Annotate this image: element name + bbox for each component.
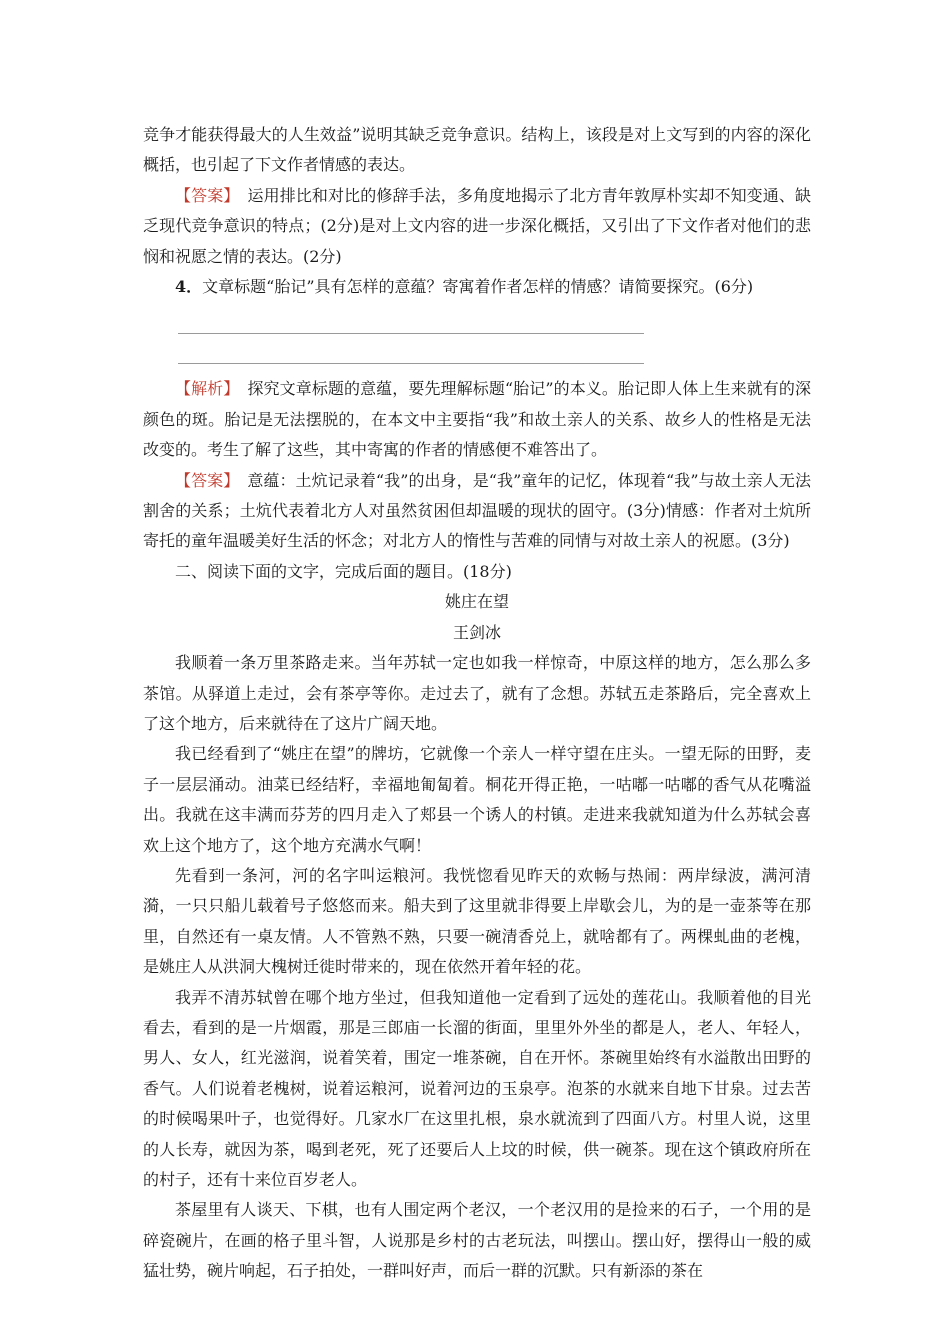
article-author: 王剑冰 [452, 622, 501, 642]
answer-tag: 【答案】 [175, 470, 232, 490]
paragraph-analysis-end: 竞争才能获得最大的人生效益”说明其缺乏竞争意识。结构上，该段是对上文写到的内容的深化概括，也引起了下文作者情感的表达。 [143, 125, 811, 175]
answer-q3 [143, 181, 811, 272]
analysis-tag: 【解析】 [175, 379, 232, 399]
analysis-q4-text: 探究文章标题的意蕴，要先理解标题“胎记”的本义。胎记即人体上生来就有的深颜色的斑。胎记是无法摆脱的，在本文中主要指“我”和故土亲人的关系、故乡人的性格是无法改变的。考生了解了这些，其中寄寓的作者的情感便不难答出了。 [143, 379, 811, 460]
section-2-heading: 二、阅读下面的文字，完成后面的题目。(18分) [175, 561, 512, 581]
answer-q4-text: 意蕴：土炕记录着“我”的出身，是“我”童年的记忆，体现着“我”与故土亲人无法割舍的关系；土炕代表着北方人对虽然贫困但却温暖的现状的固守。(3分)情感：作者对土炕所寄托的童年温暖美好生活的怀念；对北方人的惰性与苦难的同情与对故土亲人的祝愿。(3分) [143, 470, 811, 551]
question-4-text: 文章标题“胎记”具有怎样的意蕴？寄寓着作者怎样的情感？请简要探究。(6分) [202, 277, 754, 297]
question-4 [143, 272, 811, 302]
answer-q4 [143, 466, 811, 557]
answer-blank-line[interactable] [178, 334, 644, 364]
article-title: 姚庄在望 [444, 592, 509, 612]
article-paragraph-2: 我已经看到了“姚庄在望”的牌坊，它就像一个亲人一样守望在庄头。一望无际的田野，麦子一层层涌动。油菜已经结籽，幸福地匍匐着。桐花开得正艳，一咕嘟一咕嘟的香气从花嘴溢出。我就在这丰满而芬芳的四月走入了郏县一个诱人的村镇。走进来我就知道为什么苏轼会喜欢上这个地方了，这个地方充满水气啊！ [143, 744, 811, 855]
answer-blank-line[interactable] [178, 304, 644, 334]
answer-blank-lines [143, 302, 811, 374]
article-paragraph-5: 茶屋里有人谈天、下棋，也有人围定两个老汉，一个老汉用的是捡来的石子，一个用的是碎瓷碗片，在画的格子里斗智，人说那是乡村的古老玩法，叫摆山。摆山好，摆得山一般的威猛壮势，碗片响起，石子拍处，一群叫好声，而后一群的沉默。只有新添的茶在 [143, 1200, 811, 1281]
article-paragraph-3: 先看到一条河，河的名字叫运粮河。我恍惚看见昨天的欢畅与热闹：两岸绿波，满河清漪，一只只船儿载着号子悠悠而来。船夫到了这里就非得要上岸歇会儿，为的是一壶茶等在那里，自然还有一桌友情。人不管熟不熟，只要一碗清香兑上，就啥都有了。两棵虬曲的老槐，是姚庄人从洪洞大槐树迁徙时带来的，现在依然开着年轻的花。 [143, 865, 811, 977]
answer-tag: 【答案】 [175, 185, 232, 205]
article-paragraph-4: 我弄不清苏轼曾在哪个地方坐过，但我知道他一定看到了远处的莲花山。我顺着他的目光看去，看到的是一片烟霞，那是三郎庙一长溜的街面，里里外外坐的都是人，老人、年轻人，男人、女人，红光滋润，说着笑着，围定一堆茶碗，自在开怀。茶碗里始终有水溢散出田野的香气。人们说着老槐树，说着运粮河，说着河边的玉泉亭。泡茶的水就来自地下甘泉。过去苦的时候喝果叶子，也觉得好。几家水厂在这里扎根，泉水就流到了四面八方。村里人说，这里的人长寿，就因为茶，喝到老死，死了还要后人上坟的时候，供一碗茶。现在这个镇政府所在的村子，还有十来位百岁老人。 [143, 987, 811, 1189]
document-page [143, 120, 811, 1287]
question-4-number: 4． [175, 277, 203, 297]
analysis-q4 [143, 374, 811, 465]
answer-q3-text: 运用排比和对比的修辞手法，多角度地揭示了北方青年敦厚朴实却不知变通、缺乏现代竞争意识的特点；(2分)是对上文内容的进一步深化概括，又引出了下文作者对他们的悲悯和祝愿之情的表达。(2分) [143, 185, 811, 266]
article-paragraph-1: 我顺着一条万里茶路走来。当年苏轼一定也如我一样惊奇，中原这样的地方，怎么那么多茶馆。从驿道上走过，会有茶亭等你。走过去了，就有了念想。苏轼五走茶路后，完全喜欢上了这个地方，后来就待在了这片广阔天地。 [143, 653, 811, 733]
